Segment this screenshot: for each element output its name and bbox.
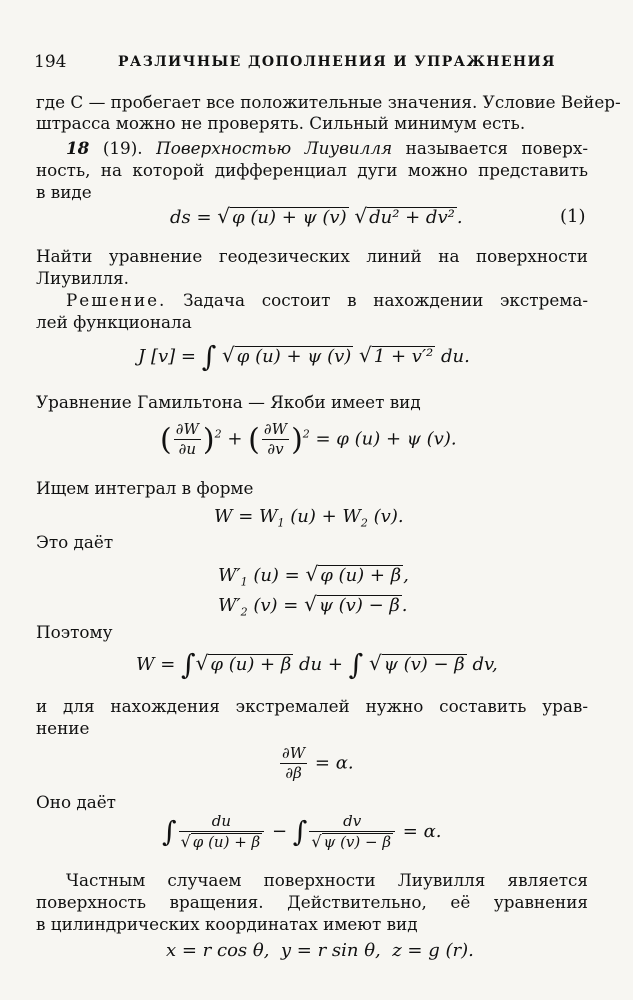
page-header: [34, 52, 594, 76]
running-title: РАЗЛИЧНЫЕ ДОПОЛНЕНИЯ И УПРАЖНЕНИЯ: [118, 54, 556, 70]
solution-label: Решение.: [66, 290, 167, 310]
special-line-1: Частным случаем поверхности Лиувилля является: [66, 870, 588, 890]
hj-text: Уравнение Гамильтона — Якоби имеет вид: [36, 392, 421, 412]
equation-w-full: W = ∫√ φ (u) + β du + ∫ √ ψ (v) − β dv,: [136, 648, 498, 681]
equation-w1: $W'_1$ (u) = √ φ (u) + β ,: [218, 562, 409, 589]
extremal-line-2: нение: [36, 718, 90, 738]
page-number: 194: [34, 52, 67, 72]
equation-dw-dbeta: $\frac{\partial W}{\partial\beta}$ = α.: [282, 744, 354, 782]
equation-cylindrical: x = r cos θ, y = r sin θ, z = g (r).: [166, 940, 474, 961]
intro-line-1: где C — пробегает все положительные значения. Условие Вейер-: [36, 92, 621, 112]
equation-w2: $W'_2$ (v) = √ ψ (v) − β .: [218, 592, 408, 619]
solution-line-1: [36, 290, 588, 310]
therefore-text: Поэтому: [36, 622, 113, 642]
problem-ref: (19).: [102, 138, 143, 158]
problem-line-2: ность, на которой дифференциал дуги можно представить: [36, 160, 588, 180]
intro-line-2: штрасса можно не проверять. Сильный минимум есть.: [36, 113, 526, 133]
equation-functional: J [v] = ∫ √ φ (u) + ψ (v) √ 1 + v′² du.: [138, 340, 470, 373]
problem-line-3: в виде: [36, 182, 92, 202]
problem-line1-rest: называется поверх-: [405, 138, 588, 158]
extremal-line-1: и для нахождения экстремалей нужно составить урав-: [36, 696, 588, 716]
equation-hj: ( $\frac{\partial W}{\partial u}$ )$^2$ + ( $\frac{\partial W}{\partial v}$ )$^2$ = φ (u) + ψ (v).: [160, 420, 457, 458]
problem-heading: [36, 138, 588, 158]
equation-final: ∫ $\frac{du}{√ \varphi (u) + \beta}$ − ∫ $\frac{dv}{√ \psi (v) - \beta}$ = α.: [162, 812, 442, 851]
integral-form-text: Ищем интеграл в форме: [36, 478, 254, 498]
special-line-2: поверхность вращения. Действительно, её уравнения: [36, 892, 588, 912]
problem-number: 18: [66, 138, 90, 158]
solution-line1-rest: Задача состоит в нахождении экстрема-: [183, 290, 588, 310]
equation-w: $W = W_1$ $(u) + W_2$ (v).: [214, 506, 404, 530]
special-line-3: в цилиндрических координатах имеют вид: [36, 914, 418, 934]
task-line-2: Лиувилля.: [36, 268, 129, 288]
gives-text: Это даёт: [36, 532, 114, 552]
it-gives-text: Оно даёт: [36, 792, 116, 812]
equation-1-number: (1): [560, 206, 586, 227]
solution-line-2: лей функционала: [36, 312, 192, 332]
task-line-1: Найти уравнение геодезических линий на поверхности: [36, 246, 588, 266]
problem-term: Поверхностью Лиувилля: [156, 138, 393, 158]
equation-1: ds = √ φ (u) + ψ (v) √ du² + dv² .: [170, 204, 463, 228]
